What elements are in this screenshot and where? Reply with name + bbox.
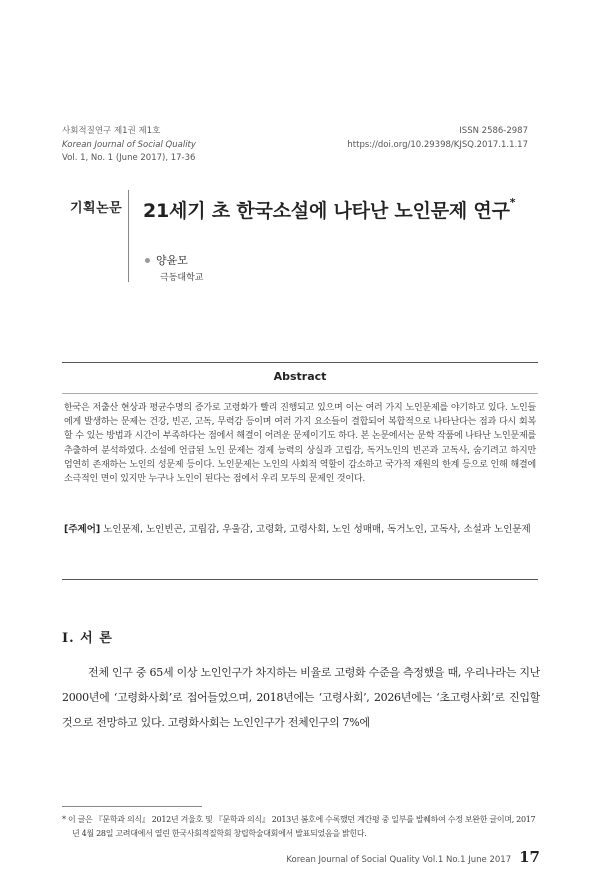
issn: ISSN 2586-2987 — [459, 126, 528, 136]
abstract-box — [62, 362, 538, 580]
journal-header-left — [62, 125, 196, 166]
abstract-text: 한국은 저출산 현상과 평균수명의 증가로 고령화가 빨리 진행되고 있으며 이는 여러 가지 노인문제를 야기하고 있다. 노인들에게 발생하는 문제는 건강, 빈곤, 고독, 무력감 등이며 여러 가지 요소들이 결합되어 복합적으로 나타난다는 점과 다시 회복할 수 있는 방법과 시간이 부족하다는 점에서 해결이 어려운 문제이기도 하다. 본 논문에서는 문학 작품에 나타난 노인문제를 추출하여 분석하였다. 소설에 언급된 노인 문제는 경제 능력의 상실과 고립감, 독거노인의 빈곤과 고독사, 숨기려고 하지만 엄연히 존재하는 노인의 성문제 등이다. 노인문제는 노인의 사회적 역할이 감소하고 국가적 재원의 한계 등으로 인해 해결에 소극적인 면이 있지만 누구나 노인이 된다는 점에서 우리 모두의 문제인 것이다. — [64, 403, 536, 485]
section-heading: Ⅰ. 서 론 — [62, 631, 113, 646]
article-title-text: 21세기 초 한국소설에 나타난 노인문제 연구 — [143, 200, 510, 222]
footnote: * 이 글은 『문학과 의식』 2012년 겨울호 및 『문학과 의식』 2013년 봄호에 수록했던 계간평 중 일부를 발췌하여 수정 보완한 글이며, 2017년 4월 28일 고려대에서 열린 한국사회적질학회 창립학술대회에서 발표되었음을 밝힌다. — [62, 815, 536, 838]
title-footnote-mark[interactable]: * — [509, 195, 516, 209]
journal-name-kr: 사회적질연구 제1권 제1호 — [62, 126, 161, 136]
article-category: 기획논문 — [70, 201, 123, 216]
keywords — [64, 522, 536, 538]
doi-link[interactable]: https://doi.org/10.29398/KJSQ.2017.1.1.17 — [347, 139, 528, 150]
page-number: 17 — [519, 848, 540, 866]
keywords-list: 노인문제, 노인빈곤, 고립감, 우울감, 고령화, 고령사회, 노인 성매매, 독거노인, 고독사, 소설과 노인문제 — [103, 524, 531, 535]
journal-header-right — [347, 125, 528, 152]
body-paragraph: 전체 인구 중 65세 이상 노인인구가 차지하는 비율로 고령화 수준을 측정했을 때, 우리나라는 지난 2000년에 ‘고령화사회’로 접어들었으며, 2018년에는 ‘고령사회’, 2026년에는 ‘초고령사회’로 진입할 것으로 전망하고 있다. 고령화사회는 노인인구가 전체인구의 7%에 — [62, 666, 540, 729]
abstract-divider — [62, 393, 538, 394]
author-affiliation: 극동대학교 — [160, 273, 204, 283]
abstract-heading: Abstract — [273, 370, 327, 383]
footnote-rule — [62, 806, 202, 807]
journal-name-en: Korean Journal of Social Quality — [62, 139, 196, 150]
page-footer — [286, 848, 540, 866]
keywords-label: [주제어] — [64, 524, 101, 535]
bullet-icon — [145, 258, 150, 263]
title-divider — [128, 190, 129, 282]
volume-info: Vol. 1, No. 1 (June 2017), 17-36 — [62, 153, 196, 163]
author-name: 양윤모 — [156, 254, 188, 267]
article-title — [143, 196, 515, 223]
author-line — [145, 252, 188, 268]
footer-journal: Korean Journal of Social Quality Vol.1 No.1 June 2017 — [286, 855, 512, 865]
body-text — [62, 660, 540, 735]
